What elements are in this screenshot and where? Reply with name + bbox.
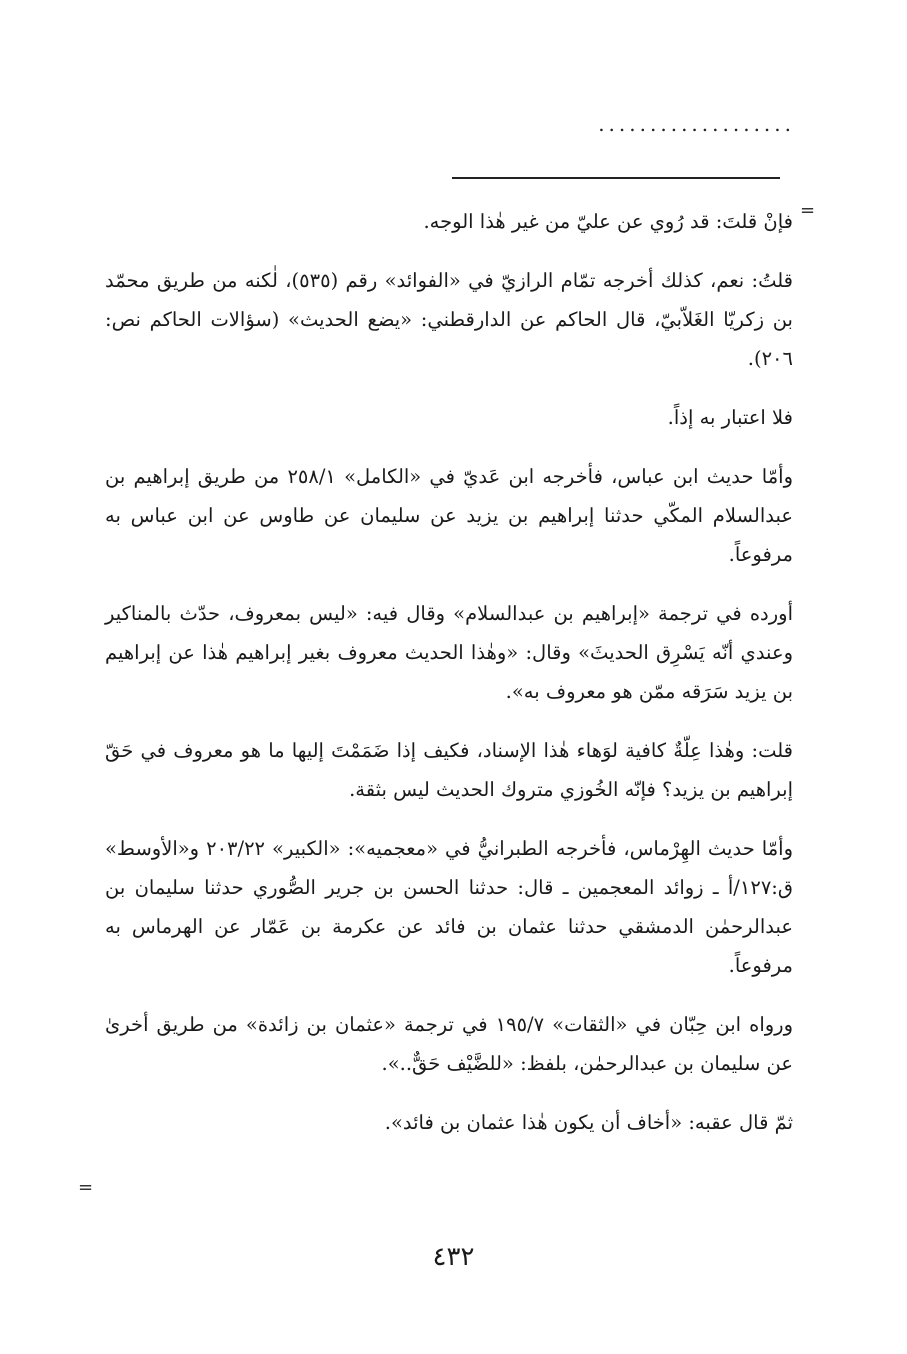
page-body — [105, 202, 793, 1162]
paragraph-8: ورواه ابن حِبّان في «الثقات» ١٩٥/٧ في ترجمة «عثمان بن زائدة» من طريق أخرىٰ عن سليمان بن عبدالرحمٰن، بلفظ: «للضَّيْف حَقٌّ..». — [105, 1013, 793, 1075]
paragraph-9: ثمّ قال عقبه: «أخاف أن يكون هٰذا عثمان بن فائد». — [384, 1111, 793, 1134]
paragraph-6: قلت: وهٰذا عِلّةٌ كافية لوَهاء هٰذا الإسناد، فكيف إذا ضَمَمْتَ إليها ما هو معروف في حَقّ إبراهيم بن يزيد؟ فإنّه الخُوزي متروك الحديث ليس بثقة. — [105, 739, 793, 801]
paragraph-2: قلتُ: نعم، كذلك أخرجه تمّام الرازيّ في «الفوائد» رقم (٥٣٥)، لٰكنه من طريق محمّد بن زكريّا الغَلاّبيّ، قال الحاكم عن الدارقطني: «يضع الحديث» (سؤالات الحاكم نص: ٢٠٦). — [105, 269, 793, 370]
continuation-mark-top: = — [800, 200, 816, 221]
paragraph-4: وأمّا حديث ابن عباس، فأخرجه ابن عَديّ في «الكامل» ٢٥٨/١ من طريق إبراهيم بن عبدالسلام المكّي حدثنا إبراهيم بن يزيد عن سليمان عن طاوس عن ابن عباس به مرفوعاً. — [105, 465, 793, 566]
paragraph-5: أورده في ترجمة «إبراهيم بن عبدالسلام» وقال فيه: «ليس بمعروف، حدّث بالمناكير وعندي أنّه يَسْرِق الحديثَ» وقال: «وهٰذا الحديث معروف بغير إبراهيم هٰذا عن إبراهيم بن يزيد سَرَقه ممّن هو معروف به». — [105, 602, 793, 703]
page-number: ٤٣٢ — [432, 1242, 475, 1272]
paragraph-1: فإنْ قلتَ: قد رُوي عن عليّ من غير هٰذا الوجه. — [423, 210, 793, 233]
separator-dots: ................... — [598, 112, 795, 136]
separator-rule — [452, 177, 780, 179]
paragraph-3: فلا اعتبار به إذاً. — [667, 406, 793, 429]
paragraph-7: وأمّا حديث الهِرْماس، فأخرجه الطبرانيُّ في «معجميه»: «الكبير» ٢٠٣/٢٢ و«الأوسط» ق:١٢٧/أ ـ زوائد المعجمين ـ قال: حدثنا الحسن بن جرير الصُّوري حدثنا سليمان بن عبدالرحمٰن الدمشقي حدثنا عثمان بن فائد عن عكرمة بن عَمّار عن الهرماس به مرفوعاً. — [105, 837, 793, 977]
continuation-mark-bottom: = — [78, 1177, 94, 1198]
